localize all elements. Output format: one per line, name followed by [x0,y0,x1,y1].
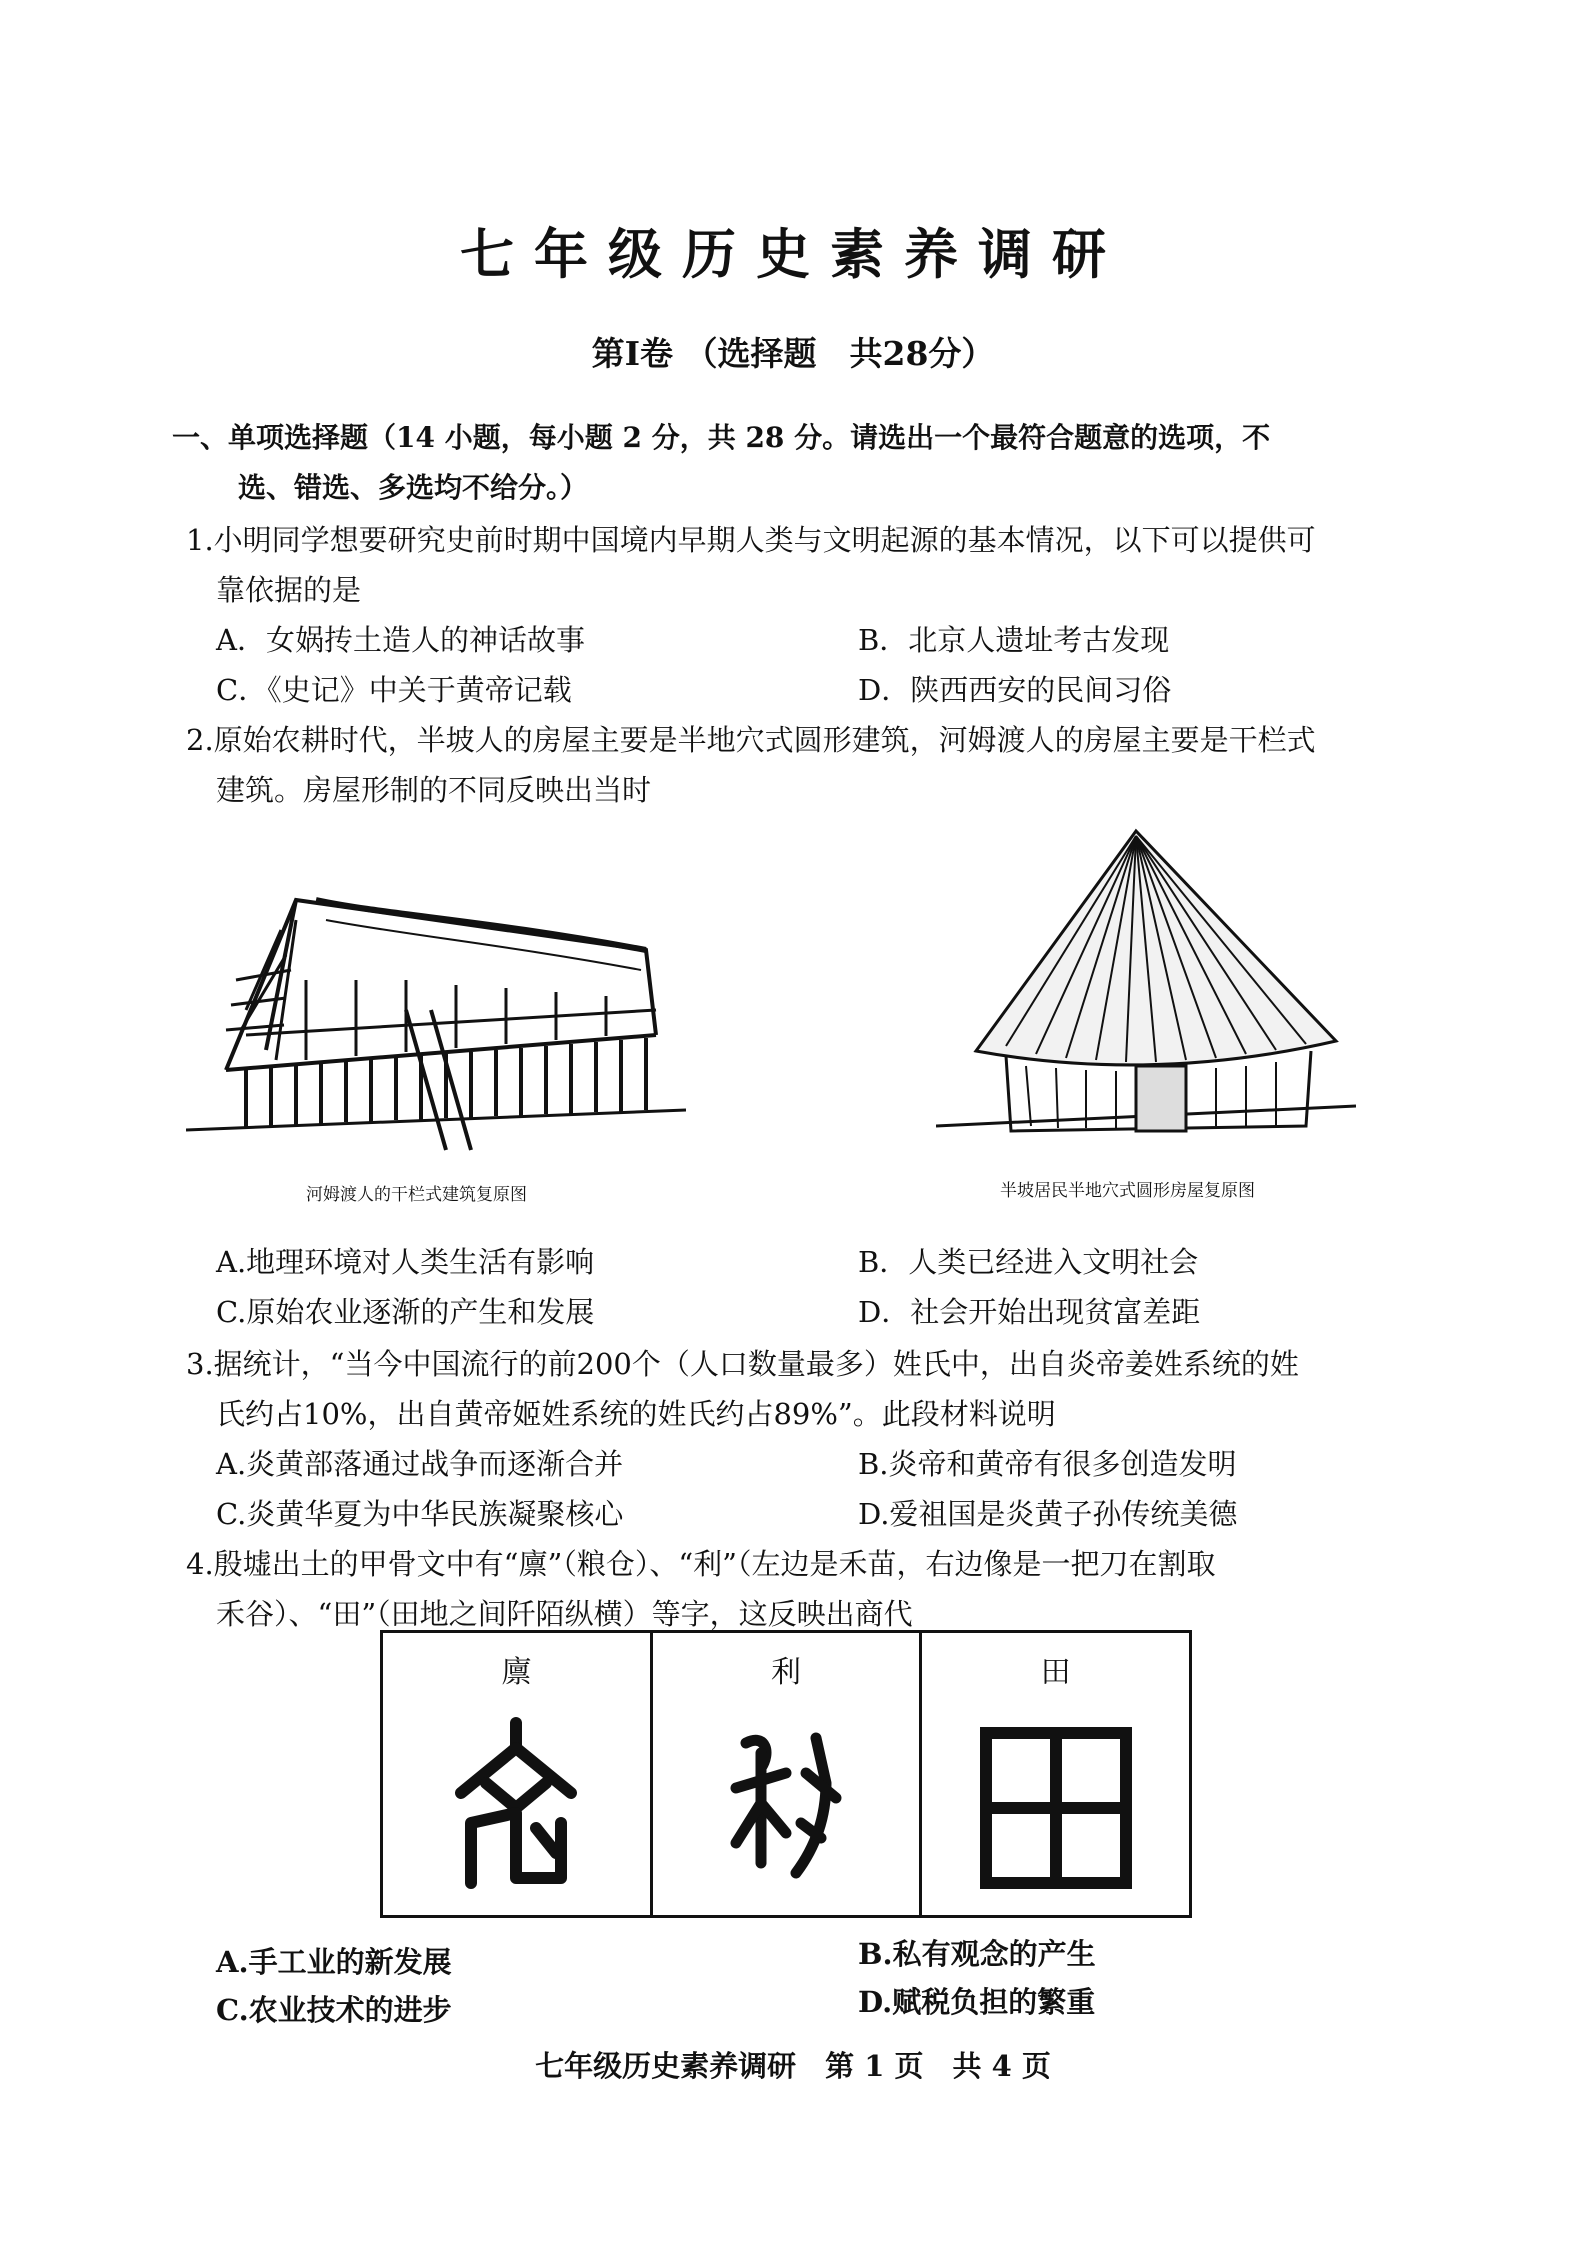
page-footer: 七年级历史素养调研 第 1 页 共 4 页 [535,2049,1051,2083]
oracle-field-glyph [971,1713,1141,1893]
question-1-option-d: D．陕西西安的民间习俗 [858,673,1172,707]
volume-heading: 第Ⅰ卷 （选择题 共28分） [591,334,995,373]
question-1-stem: 1.小明同学想要研究史前时期中国境内早期人类与文明起源的基本情况，以下可以提供可 [186,523,1316,557]
question-4-option-c: C.农业技术的进步 [216,1993,452,2027]
stilt-house-illustration [186,860,686,1160]
question-3-stem: 3.据统计，“当今中国流行的前200个（人口数量最多）姓氏中，出自炎帝姜姓系统的姓 [186,1347,1299,1381]
oracle-header: 廪 [501,1655,532,1690]
question-1-option-b: B．北京人遗址考古发现 [858,623,1170,657]
question-3-option-a: A.炎黄部落通过战争而逐渐合并 [216,1447,624,1481]
question-3-stem-cont: 氏约占10%，出自黄帝姬姓系统的姓氏约占89%”。此段材料说明 [216,1397,1056,1431]
question-4-option-a: A.手工业的新发展 [216,1945,452,1979]
question-3-option-b: B.炎帝和黄帝有很多创造发明 [858,1447,1237,1481]
oracle-profit-glyph [711,1713,861,1893]
question-2-stem-cont: 建筑。房屋形制的不同反映出当时 [216,773,652,807]
question-1-stem-cont: 靠依据的是 [216,573,362,607]
question-3-option-d: D.爱祖国是炎黄子孙传统美德 [858,1497,1238,1531]
question-2-stem: 2.原始农耕时代，半坡人的房屋主要是半地穴式圆形建筑，河姆渡人的房屋主要是干栏式 [186,723,1316,757]
question-4-option-d: D.赋税负担的繁重 [858,1985,1096,2019]
question-1-option-c: C．《史记》中关于黄帝记载 [216,673,572,707]
question-4-stem: 4.殷墟出土的甲骨文中有“廪”（粮仓）、“利”（左边是禾苗，右边像是一把刀在割取 [186,1547,1216,1581]
oracle-granary-glyph [441,1713,591,1893]
question-1-option-a: A．女娲抟土造人的神话故事 [216,623,585,657]
question-2-option-d: D．社会开始出现贫富差距 [858,1295,1201,1329]
oracle-header: 利 [770,1655,801,1690]
oracle-bone-table [380,1630,1192,1918]
round-hut-illustration [936,826,1356,1166]
oracle-cell-profit [651,1632,921,1917]
stilt-house-caption: 河姆渡人的干栏式建筑复原图 [306,1185,527,1205]
oracle-header: 田 [1040,1655,1071,1690]
question-4-stem-cont: 禾谷）、“田”（田地之间阡陌纵横）等字，这反映出商代 [216,1597,913,1631]
question-3-option-c: C.炎黄华夏为中华民族凝聚核心 [216,1497,624,1531]
section-heading: 一、单项选择题（14 小题，每小题 2 分，共 28 分。请选出一个最符合题意的选项，不 [172,421,1271,454]
question-2-option-a: A.地理环境对人类生活有影响 [216,1245,595,1279]
question-2-option-b: B．人类已经进入文明社会 [858,1245,1199,1279]
section-heading-cont: 选、错选、多选均不给分。） [238,471,589,504]
question-2-option-c: C.原始农业逐渐的产生和发展 [216,1295,595,1329]
oracle-cell-field [921,1632,1191,1917]
question-4-option-b: B.私有观念的产生 [858,1937,1096,1971]
round-hut-caption: 半坡居民半地穴式圆形房屋复原图 [1000,1181,1255,1201]
oracle-cell-granary [382,1632,652,1917]
page-title: 七年级历史素养调研 [460,222,1126,286]
